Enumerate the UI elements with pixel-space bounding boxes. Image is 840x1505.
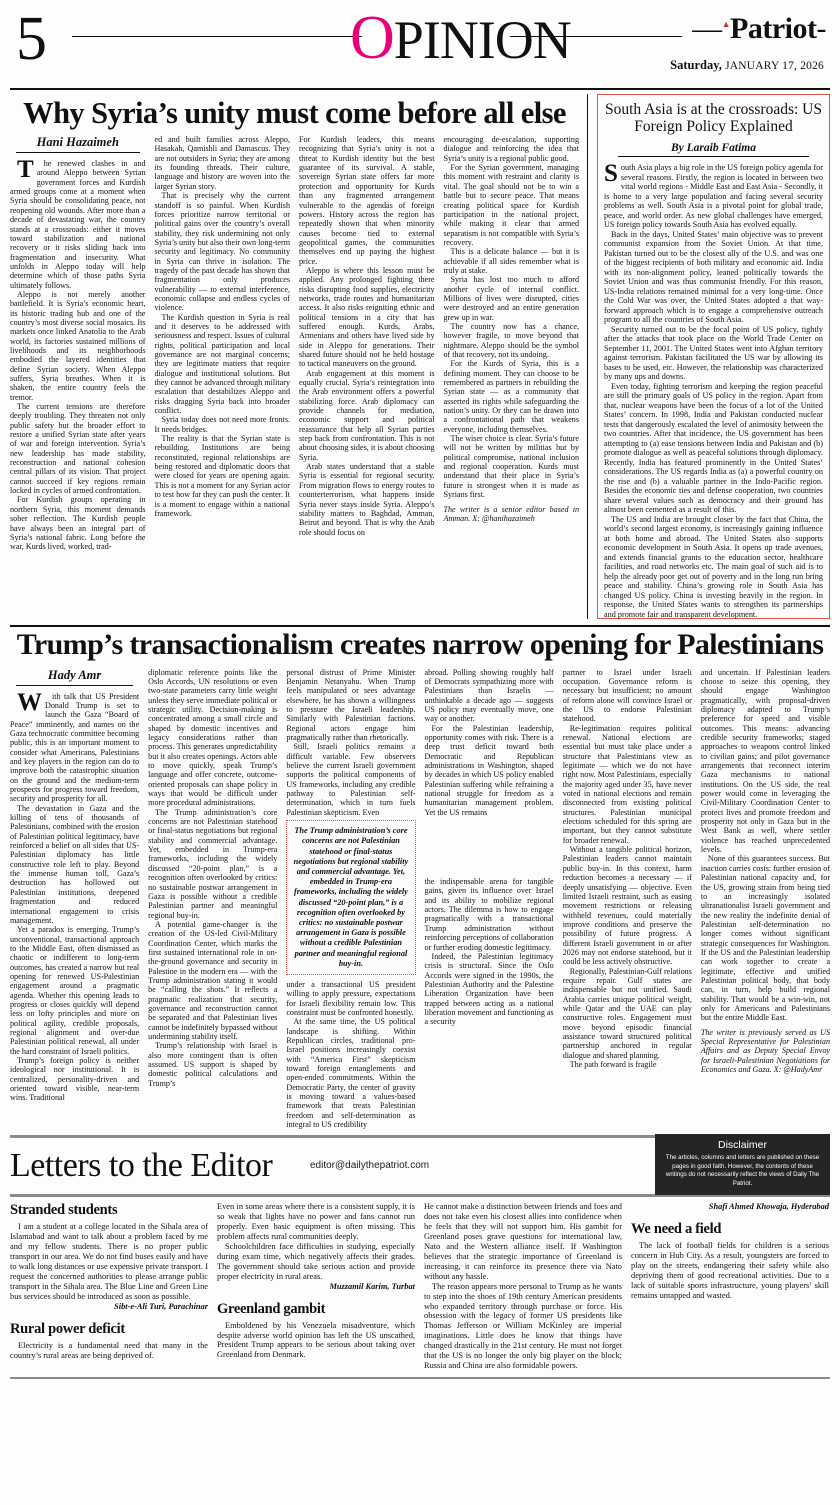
letters-header bbox=[10, 1138, 830, 1194]
paragraph: Arab states understand that a stable Syria is essential for regional security. From migration flows to energy routes to counterterrorism, what happens inside Syria never stays inside Syria. Aleppo’s stability matters to Baghdad, Amman, Beirut and beyond. That is why the Arab role should focus on bbox=[299, 462, 435, 537]
south-asia-headline: South Asia is at the crossroads: US Foreign Policy Explained bbox=[605, 101, 822, 136]
brand-tick-icon: ▲ bbox=[721, 19, 731, 29]
masthead-divider bbox=[10, 88, 830, 90]
letter-heading: We need a field bbox=[631, 1221, 722, 1238]
paragraph: At the same time, the US political landscape is shifting. Within Republican circles, traditional pro-Israel positions increasingly coexist with “America First” skepticism toward foreign entanglements and open-ended commitments. Within the Democratic Party, the center of gravity is moving toward a values-based framework that treats Palestinian freedom and self-determination as integral to US credibility bbox=[286, 1017, 416, 1130]
trump-byline: Hady Amr bbox=[16, 668, 133, 686]
trump-pullquote bbox=[286, 820, 415, 975]
paragraph: under a transactional US president willing to apply pressure, expectations for Israeli flexibility remain low. This constraint must be confronted honestly. bbox=[286, 979, 416, 1017]
paragraph: For the Palestinian leadership, opportunity comes with risk. There is a deep trust deficit toward both Democratic and Republican administrations in Washington, shaped by decades in which US policy enabled Palestinian suffering while refraining a national struggle for freedom as a humanitarian management problem. Yet the US remains bbox=[424, 723, 554, 817]
south-asia-box bbox=[597, 94, 830, 619]
paragraph: This is a delicate balance — but it is achievable if all sides remember what is truly at stake. bbox=[443, 247, 579, 275]
letters-column-2 bbox=[217, 1202, 415, 1370]
trump-column-4 bbox=[425, 668, 554, 1130]
top-zone bbox=[10, 94, 830, 619]
trump-column-2 bbox=[148, 668, 277, 1130]
paragraph: Trump’s foreign policy is neither ideological nor institutional. It is centralized, personality-driven and oriented toward visible, near-term wins. Traditional bbox=[10, 1056, 140, 1103]
paragraph: The wiser choice is clear. Syria’s future will not be written by militias but by political compromise, national inclusion and regional cooperation. Kurds must understand that their place in Syria’s future is strongest when it is made as Syrians first. bbox=[443, 434, 579, 500]
syria-writer-credit: The writer is a senior editor based in Amman. X: @hanihazaimeh bbox=[443, 504, 579, 523]
masthead bbox=[10, 0, 830, 86]
article-trump bbox=[10, 630, 830, 1129]
paragraph: and uncertain. If Palestinian leaders choose to seize this opening, they should engage Washington pragmatically, with proposal-driven diplomacy adapted to Trump’s preference for speed and visible outcomes. This means: advancing credible security frameworks; staged approaches to weapons control linked to civilian gains; and pilot governance arrangements that reconnect interim Gaza mechanisms to national institutions. On the US side, the real power would come in leveraging the Civil-Military Coordination Center to protect lives and promote freedom and prosperity not only in Gaza but in the West Bank as well, where settler violence has reached unprecedented levels. bbox=[700, 667, 831, 855]
paragraph: abroad. Polling showing roughly half of Democrats sympathizing more with Palestinians than Israelis — unthinkable a decade ago — suggests US policy may eventually move, one way or another. bbox=[424, 667, 554, 724]
disclaimer-text: The articles, columns and letters are published on these pages in good faith. However, the contents of these writings do not necessarily reflect the views of Daily The Patriot. bbox=[665, 1154, 820, 1187]
trump-column-1 bbox=[10, 668, 139, 1130]
dateline bbox=[670, 58, 824, 73]
trump-column-6 bbox=[701, 668, 830, 1130]
dateline-day: Saturday, bbox=[670, 58, 722, 72]
paragraph: Electricity is a fundamental need that many in the country’s rural areas are being deprived of. bbox=[10, 1340, 208, 1360]
section-title bbox=[350, 4, 571, 72]
letters-column-4 bbox=[631, 1202, 829, 1370]
paragraph: None of this guarantees success. But inaction carries costs: further erosion of Palestinian national capacity and, for the US, growing strain from being tied to an increasingly isolated ultranationalist Israeli government and the new reality the indefinite denial of Palestinian self-determination no longer comes without significant strategic consequences for Washington. If the US and the Palestinian leadership can work together to create a legitimate, effective and unified Palestinian political body, that body can, in turn, help build regional stability. That would be a win-win, not only for Americans and Palestinians but the entire Middle East. bbox=[700, 854, 831, 1023]
paragraph: The US and India are brought closer by the fact that China, the world’s second largest economy, is increasingly gaining influence at both home and abroad. The United States also supports economic development in South Asia. It opens up trade avenues, and extends financial grants to the education sector, healthcare facilities, and road networks etc. The main goal of such aid is to help the already poor get out of poverty and in the long run bring peace and stability. China’s growing role in South Asia has changed US policy. China is investing heavily in the region. In response, the United States wants to strengthen its partnerships and promote fair and transparent development. bbox=[604, 514, 823, 619]
letter-heading: Stranded students bbox=[10, 1202, 118, 1219]
paragraph: The Kurdish question in Syria is real and it deserves to be addressed with seriousness and respect. Issues of cultural rights, political participation and local governance are not marginal concerns; they are legitimate matters that require dialogue and institutional solutions. But they cannot be advanced through military escalation that destabilizes Aleppo and risks dragging Syria back into broader conflict. bbox=[154, 312, 290, 416]
paragraph: Even in some areas where there is a consistent supply, it is so weak that lights have no power and fans cannot run properly. Even basic equipment is often missing. This problem affects rural communities deeply. bbox=[217, 1202, 415, 1242]
dateline-date: JANUARY 17, 2026 bbox=[725, 60, 824, 72]
paragraph: For Kurdish groups operating in northern Syria, this moment demands sober reflection. The Kurdish people have always been an integral part of Syria’s national fabric. Long before the war, Kurds lived, worked, trad- bbox=[10, 495, 146, 552]
paragraph: personal distrust of Prime Minister Benjamin Netanyahu. When Trump feels manipulated or sees advantage elsewhere, he has shown a willingness to pressure the Israeli leadership. Similarly with Palestinian factions. Regional actors engage him pragmatically rather than rhetorically. bbox=[286, 667, 416, 742]
paragraph: diplomatic reference points like the Oslo Accords, UN resolutions or even two-state parameters carry little weight unless they serve immediate political or strategic utility. Decision-making is concentrated among a small circle and shaped by domestic incentives and legacy considerations rather than process. This generates unpredictability but it also creates openings. Actors able to move quickly, speak Trump’s language and offer concrete, outcome-oriented proposals can shape policy in ways that would be difficult under more procedural administrations. bbox=[148, 667, 278, 808]
brand-name: Patriot bbox=[730, 12, 817, 45]
disclaimer-box bbox=[655, 1134, 830, 1195]
letters-email-link[interactable]: editor@dailythepatriot.com bbox=[310, 1160, 430, 1172]
syria-column-3 bbox=[299, 135, 435, 551]
paragraph: A potential game-changer is the creation of the US-led Civil-Military Coordination Center, which marks the first sustained international role in on-the-ground governance and security in Palestine in the modern era — with the Trump administration stating it would be “calling the shots.” It reflects a pragmatic realization that security, governance and reconstruction cannot be separated and that Palestinian lives cannot be indefinitely bypassed without undermining stability itself. bbox=[148, 919, 278, 1041]
paragraph: The Trump administration’s core concerns are not Palestinian statehood or final-status negotiations but regional stability and commercial advantage. Yet, embedded in Trump-era frameworks, including the widely discussed “20-point plan,” is a recognition often overlooked by critics: no sustainable postwar arrangement in Gaza is possible without a credible Palestinian partner and meaningful regional buy-in. bbox=[148, 807, 278, 920]
paragraph: Back in the days, United States’ main objective was to prevent communist expansion from the Soviet Union. At that time, Pakistan turned out to be the closest ally of the U.S. and was one of the biggest recipients of both military and economic aid. India with its non-alignment policy, leaned politically towards the Soviet Union and was thus communist friendly. For this reason, US-India relations remained minimal for a very long-time. Once the Cold War was over, the United States adopted a that way-forward approach which is to engage a comprehensive outreach program to all the countries of South Asia. bbox=[604, 229, 823, 325]
paragraph: The renewed clashes in and around Aleppo between Syrian government forces and Kurdish armed groups come at a moment when Syria should be consolidating peace, not reopening old wounds. After more than a decade of devastating war, the country stands at a crossroads: either it moves toward stabilization and national recovery or it risks sliding back into fragmentation and insecurity. What unfolds in Aleppo today will help determine which of those paths Syria ultimately follows. bbox=[10, 156, 146, 290]
paragraph: Re-legitimation requires political renewal. National elections are essential but must take place under a structure that Palestinians view as legitimate — which we do not have right now. Most Palestinians, especially the majority aged under 35, have never voted in national elections and remain disconnected from existing political structures. Palestinian municipal elections scheduled for this spring are important, but they cannot substitute for broader renewal. bbox=[562, 723, 692, 845]
paragraph: With talk that US President Donald Trump is set to launch the Gaza “Board of Peace” imminently, and names on the Gaza technocratic committee becoming public, this is an important moment to consider what Americans, Palestinians and key players in the region can do to improve both the catastrophic situation on the ground and the medium-term prospects for progress toward freedom, security and prosperity for all. bbox=[10, 688, 140, 804]
paragraph: The current tensions are therefore deeply troubling. They threaten not only public safety but the broader effort to restore a unified Syrian state after years of war and foreign intervention. Syria’s new leadership has made stability, reconstruction and national cohesion central pillars of its vision. That project cannot succeed if key regions remain locked in cycles of armed confrontation. bbox=[10, 402, 146, 496]
syria-byline: Hani Hazaimeh bbox=[16, 135, 140, 153]
paragraph: Regionally, Palestinian-Gulf relations require repair. Gulf states are indispensable but not unified. Saudi Arabia carries unique political weight, while Qatar and the UAE can play constructive roles. Engagement must move beyond episodic financial assistance toward structured political partnership anchored in regular dialogue and shared planning. bbox=[562, 966, 692, 1060]
letters-column-3 bbox=[424, 1202, 622, 1370]
syria-column-1 bbox=[10, 135, 146, 551]
syria-column-4 bbox=[444, 135, 580, 551]
letters-title: Letters to the Editor bbox=[10, 1147, 273, 1185]
letters-column-1 bbox=[10, 1202, 208, 1370]
paragraph: Without a tangible political horizon, Palestinian leaders cannot maintain public buy-in. In this context, harm reduction becomes a necessary — if deeply unsatisfying — objective. Even limited Israeli restraint, such as easing movement restrictions or releasing withheld revenues, could materially improve conditions and preserve the possibility of future progress. A different Israeli government in or after 2026 may not endorse statehood, but it could be less actively obstructive. bbox=[562, 845, 692, 967]
paragraph: Syria has lost too much to afford another cycle of internal conflict. Millions of lives were disrupted, cities were destroyed and an entire generation grew up in war. bbox=[443, 275, 579, 322]
publication-brand: —▲Patriot- bbox=[692, 12, 826, 45]
letter-signature: Muzzamil Karim, Turbat bbox=[329, 1281, 415, 1291]
trump-column-5 bbox=[563, 668, 692, 1130]
page-folio-number: 5 bbox=[16, 5, 47, 73]
paragraph: The devastation in Gaza and the killing of tens of thousands of Palestinians, combined with the erosion of Palestinian political legitimacy, have reinforced a belief on all sides that US-Palestinian diplomacy has little constructive role left to play. Beyond the immense human toll, Gaza’s destruction has hollowed out Palestinian institutions, deepened fragmentation and reduced international engagement to crisis management. bbox=[10, 803, 140, 925]
paragraph: Trump’s relationship with Israel is also more contingent than is often assumed. US support is shaped by domestic political calculations and Trump’s bbox=[148, 1041, 278, 1088]
paragraph: For the Kurds of Syria, this is a defining moment. They can choose to be remembered as partners in rebuilding the Syrian state — as a community that asserted its rights while safeguarding the nation’s unity. Or they can be drawn into a confrontational path that weakens everyone, including themselves. bbox=[443, 359, 579, 434]
section-title-rest: PINION bbox=[393, 10, 571, 70]
paragraph: The reason appears more personal to Trump as he wants to step into the shoes of 19th century American presidents who expanded territory through purchase or force. His obsession with the legacy of former US presidents like Thomas Jefferson or William McKinley are imperial imaginations. Little does he know that things have changed drastically in the 21st century. He must not forget that the US is no longer the only big player on the block; Russia and China are also formidable powers. bbox=[424, 1281, 622, 1370]
trump-column-3 bbox=[286, 668, 415, 1130]
article-south-asia bbox=[588, 94, 830, 619]
paragraph: Indeed, the Palestinian legitimacy crisis is structural. Since the Oslo Accords were signed in the 1990s, the Palestinian Authority and the Palestine Liberation Organization have been trapped between acting as a national liberation movement and functioning as a security bbox=[424, 951, 554, 1027]
letter-heading: Rural power deficit bbox=[10, 1320, 125, 1337]
paragraph: For Kurdish leaders, this means recognizing that Syria’s unity is not a threat to Kurdish identity but the best guarantee of its survival. A stable, sovereign Syrian state offers far more protection and opportunity for Kurds than any fragmented arrangement vulnerable to the agendas of foreign powers. History across the region has repeatedly shown that when minority causes become tied to external geopolitical games, the communities themselves end up paying the highest price. bbox=[299, 135, 435, 266]
paragraph: I am a student at a college located in the Sihala area of Islamabad and want to talk about a problem faced by me and my fellow students. There is no proper public transport in our area. We do not find buses easily and have to walk long distances or use expensive private transport. I request the concerned authorities to please arrange public transport in the Sihala area. The Blue Line and Green Line bus services should be introduced as soon as possible. bbox=[10, 1222, 208, 1301]
masthead-rule-left bbox=[72, 36, 362, 37]
section-title-initial: O bbox=[350, 4, 394, 72]
paragraph: Syria today does not need more fronts. It needs bridges. bbox=[154, 415, 290, 434]
paragraph: Arab engagement at this moment is equally crucial. Syria’s reintegration into the Arab environment offers a powerful stabilizing force. Arab diplomacy can provide channels for mediation, economic support and political reassurance that help all Syrian parties step back from confrontation. This is not about choosing sides, it is about choosing Syria. bbox=[299, 368, 435, 462]
article-syria bbox=[10, 94, 588, 619]
paragraph: The path forward is fragile bbox=[569, 1060, 657, 1070]
trump-pullquote-text: The Trump administration’s core concerns are not Palestinian statehood or final-status negotiations but regional stability and commercial advantage. Yet, embedded in Trump-era frameworks, including the widely discussed “20-point plan,” is a recognition often overlooked by critics: no sustainable postwar arrangement in Gaza is possible without a credible Palestinian partner and meaningful regional buy-in. bbox=[293, 826, 409, 968]
syria-headline: Why Syria’s unity must come before all else bbox=[23, 96, 566, 130]
paragraph: Security turned out to be the focal point of US policy, tightly after the attacks that took place on the World Trade Center on September 11, 2001. The United States went into Afghan territory against terrorism. Pakistan facilitated the US war by allowing its bases to be used, etc. However, the relationship was characterized by many ups and downs. bbox=[604, 324, 823, 382]
paragraph: Aleppo is where this lesson must be applied. Any prolonged fighting there risks disrupting food supplies, electricity networks, trade routes and humanitarian access. It also risks reigniting ethnic and political tensions in a city that has suffered enough. Kurds, Arabs, Armenians and others have lived side by side in Aleppo for generations. Their shared future should not be held hostage to tactical maneuvers on the ground. bbox=[299, 265, 435, 369]
paragraph: The country now has a chance, however fragile, to move beyond that nightmare. Aleppo should be the symbol of that recovery, not its undoing. bbox=[443, 321, 579, 360]
paragraph: ed and built families across Aleppo, Hasakah, Qamishli and Damascus. They are not outsiders in Syria; they are among its founding threads. Their culture, language and history are woven into the larger Syrian story. bbox=[154, 135, 290, 191]
paragraph: Yet a paradox is emerging. Trump’s unconventional, transactional approach to the Middle East, often dismissed as chaotic or indifferent to long-term outcomes, has created a narrow but real opening for renewed US-Palestinian engagement around a pragmatic agenda. Whether this opening leads to progress or closes quickly will depend less on lofty principles and more on political agility, credible proposals, regional alignment and over-due Palestinian political renewal, all under the hard constraint of Israeli politics. bbox=[10, 925, 140, 1056]
section-divider-trump bbox=[10, 625, 830, 627]
letter-heading: Greenland gambit bbox=[217, 1300, 326, 1317]
paragraph: Aleppo is not merely another battlefield. It is Syria’s economic heart, its historic trading hub and one of the country’s most diverse social mosaics. Its markets once linked Anatolia to the Arab world, its factories sustained millions of livelihoods and its neighborhoods embodied the layered identities that define Syrian society. When Aleppo suffers, Syria breathes. When it is shaken, the entire country feels the tremor. bbox=[10, 289, 146, 402]
paragraph: Emboldened by his Venezuela misadventure, which despite adverse world opinion has left the US unscathed, President Trump appears to be serious about taking over Greenland from Denmark. bbox=[217, 1320, 415, 1360]
paragraph: That is precisely why the current standoff is so painful. When Kurdish forces prioritize narrow territorial or political gains over the country’s overall stability, they risk undermining not only Syria’s unity but also their own long-term security and legitimacy. No community in Syria can thrive in isolation. The tragedy of the past decade has shown that fragmentation only produces vulnerability — to external interference, economic collapse and endless cycles of violence. bbox=[154, 191, 290, 313]
paragraph: He cannot make a distinction between friends and foes and does not take even his closest allies into confidence when he feels that they will not support him. His gambit for Greenland poses grave questions for international law, Nato and the Western alliance itself. If Washington believes that the strategic importance of Greenland is increasing, it can reinforce its presence there via Nato without any hassle. bbox=[424, 1202, 622, 1281]
disclaimer-title: Disclaimer bbox=[717, 1139, 767, 1152]
paragraph: Schoolchildren face difficulties in studying, especially during exam time, which negatively affects their grades. The government should take serious action and provide proper electricity in rural areas. bbox=[217, 1242, 415, 1281]
trump-writer-credit: The writer is previously served as US Special Representative for Palestinian Affairs and as Deputy Special Envoy for Israeli-Palestinian Negotiations for Economics and Gaza. X: @HadyAmr bbox=[700, 1027, 831, 1075]
letters-columns bbox=[10, 1202, 830, 1370]
south-asia-byline: By Laraib Fatima bbox=[618, 142, 809, 157]
syria-column-2 bbox=[155, 135, 291, 551]
paragraph: Even today, fighting terrorism and keeping the region peaceful are still the primary goals of US policy in the region. Apart from that, nuclear weapons have been the focus of a lot of the United States’ concern. In 1998, India and Pakistan conducted nuclear tests that dangerously escalated the level of animosity between the two countries. After that incidence, the US government has been attempting to (a) ease tensions between India and Pakistan and (b) promote dialogue as well as peaceful solutions through diplomacy. Recently, India has featured prominently in the United States’ considerations. The US regards India as (a) a powerful country on the rise and (b) a valuable partner in the Indo-Pacific region. Besides the economic ties and defense cooperation, two countries share several values such as democracy and their ground has almost been cemented as a result of this. bbox=[604, 381, 823, 515]
paragraph: The reality is that the Syrian state is rebuilding. Institutions are being reconstituted, regional relationships are being restored and diplomatic doors that were closed for years are opening again. This is not a moment for any Syrian actor to test how far they can push the center. It is a moment to engage within a national framework. bbox=[154, 434, 290, 518]
paragraph: encouraging de-escalation, supporting dialogue and reinforcing the idea that Syria’s unity is a regional public good. bbox=[443, 135, 579, 163]
letters-final-rule bbox=[10, 1377, 830, 1379]
paragraph: the indispensable arena for tangible gains, given its influence over Israel and its ability to mobilize regional actors. The dilemma is how to engage pragmatically with a transactional Trump administration without reinforcing perceptions of collaboration or further eroding domestic legitimacy. bbox=[424, 877, 554, 952]
paragraph: The lack of football fields for children is a serious concern in Hub City. As a result, youngsters are forced to play on the streets, endangering their safety while also depriving them of good recreational activities. Due to a lack of suitable sports infrastructure, young players’ skill remains untapped and wasted. bbox=[631, 1241, 829, 1300]
letter-signature: Sibt-e-Ali Turi, Parachinar bbox=[114, 1301, 208, 1311]
paragraph: South Asia plays a big role in the US foreign policy agenda for several reasons. Firstly, the region is located in between two vital world regions - Middle East and East Asia - Secondly, it is home to a very large population and facing several security problems as well. South Asia is a pivotal point for global trade, peace, and world order. As new global challenges have emerged, US foreign policy towards South Asia has evolved equally. bbox=[604, 160, 823, 230]
letter-signature: Shafi Ahmed Khowaja, Hyderabad bbox=[708, 1202, 829, 1212]
trump-headline: Trump’s transactionalism creates narrow opening for Palestinians bbox=[16, 628, 824, 661]
paragraph: For the Syrian government, managing this moment with restraint and clarity is vital. The goal should not be to win a battle but to secure peace. That means creating political space for Kurdish participation in the national project, while making it clear that armed separatism is not compatible with Syria’s recovery. bbox=[443, 163, 579, 247]
paragraph: Still, Israeli politics remains a difficult variable. Few observers believe the current Israeli government supports the political components of US frameworks, including any credible pathway to Palestinian self-determination, which in turn fuels Palestinian skepticism. Even bbox=[286, 742, 416, 817]
letters-section bbox=[10, 1135, 830, 1378]
paragraph: partner to Israel under Israeli occupation. Governance reform is necessary but insufficient; no amount of reform alone will convince Israel or the US to endorse Palestinian statehood. bbox=[562, 667, 692, 724]
